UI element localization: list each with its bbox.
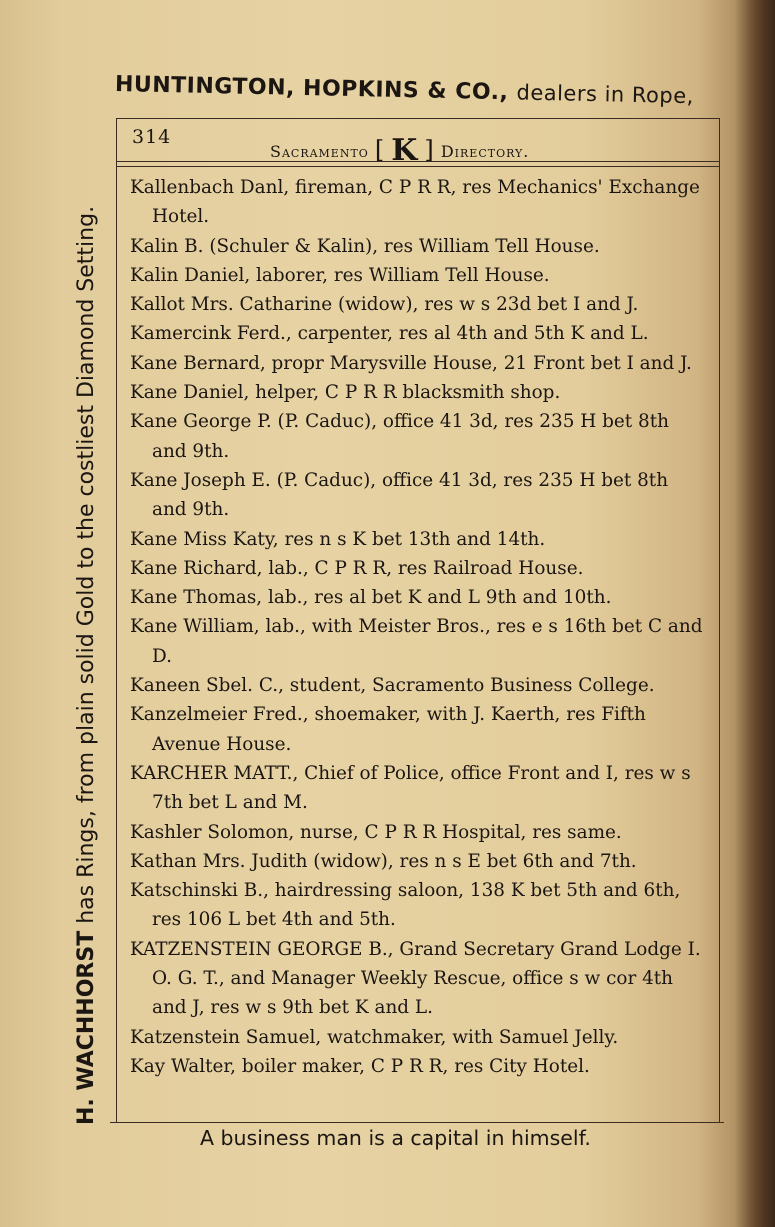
directory-entry: Kanzelmeier Fred., shoemaker, with J. Kaerth, res Fifth Avenue House. (130, 704, 646, 755)
header-rule-secondary (116, 166, 720, 167)
directory-entry: Kane Miss Katy, res n s K bet 13th and 14th. (130, 528, 546, 550)
side-advertisement (74, 95, 99, 1125)
bracket-close: ] (424, 136, 435, 164)
footer-motto: A business man is a capital in himself. (200, 1126, 591, 1150)
directory-entry: Kashler Solomon, nurse, C P R R Hospital, res same. (130, 821, 622, 843)
directory-entry: Kallot Mrs. Catharine (widow), res w s 23d bet I and J. (130, 294, 639, 316)
directory-entry: Kathan Mrs. Judith (widow), res n s E bet 6th and 7th. (130, 850, 637, 872)
book-spine-shadow (735, 0, 775, 1227)
directory-entry: Kamercink Ferd., carpenter, res al 4th and 5th K and L. (130, 323, 649, 345)
directory-entry: Kane Thomas, lab., res al bet K and L 9th and 10th. (130, 587, 612, 609)
section-letter: K (391, 133, 419, 168)
directory-entry: Kane William, lab., with Meister Bros., res e s 16th bet C and D. (130, 616, 703, 667)
directory-entry: KATZENSTEIN GEORGE B., Grand Secretary Grand Lodge I. O. G. T., and Manager Weekly Rescue, office s w cor 4th and J, res w s 9th bet K and L. (130, 938, 701, 1019)
bracket-open: [ (374, 136, 386, 164)
side-ad-lead: H. WACHHORST (74, 930, 99, 1125)
directory-entry: Kay Walter, boiler maker, C P R R, res City Hotel. (130, 1055, 590, 1077)
directory-entry: Katschinski B., hairdressing saloon, 138 K bet 5th and 6th, res 106 L bet 4th and 5th. (130, 880, 681, 931)
top-ad-lead: HUNTINGTON, HOPKINS & CO., (114, 72, 509, 106)
directory-entry: Kane Joseph E. (P. Caduc), office 41 3d, res 235 H bet 8th and 9th. (130, 469, 669, 521)
directory-entry: Kane George P. (P. Caduc), office 41 3d, res 235 H bet 8th and 9th. (130, 411, 669, 462)
running-title (270, 130, 530, 168)
directory-entry: Kane Richard, lab., C P R R, res Railroad House. (130, 557, 584, 579)
top-advertisement (115, 72, 735, 110)
directory-entry: Kallenbach Danl, fireman, C P R R, res Mechanics' Exchange Hotel. (130, 177, 700, 228)
directory-entry: Kalin Daniel, laborer, res William Tell House. (130, 264, 550, 286)
directory-entries (130, 173, 708, 1081)
directory-entry: Katzenstein Samuel, watchmaker, with Samuel Jelly. (130, 1026, 619, 1048)
directory-entry: Kaneen Sbel. C., student, Sacramento Business College. (130, 675, 655, 697)
running-title-city: Sacramento (270, 142, 369, 161)
directory-entry: Kalin B. (Schuler & Kalin), res William Tell House. (130, 235, 600, 257)
header-rule (116, 161, 720, 162)
directory-entry: Kane Bernard, propr Marysville House, 21 Front bet I and J. (130, 352, 692, 374)
page-header (132, 118, 712, 168)
directory-entry: Kane Daniel, helper, C P R R blacksmith shop. (130, 382, 561, 404)
footer-rule (110, 1122, 724, 1123)
page-number: 314 (132, 126, 172, 148)
running-title-section: Directory. (440, 142, 530, 161)
top-ad-tail: dealers in Rope, (516, 80, 695, 109)
directory-entry: KARCHER MATT., Chief of Police, office Front and I, res w s 7th bet L and M. (130, 762, 691, 814)
side-ad-tail: has Rings, from plain solid Gold to the costliest Diamond Setting. (74, 205, 99, 924)
